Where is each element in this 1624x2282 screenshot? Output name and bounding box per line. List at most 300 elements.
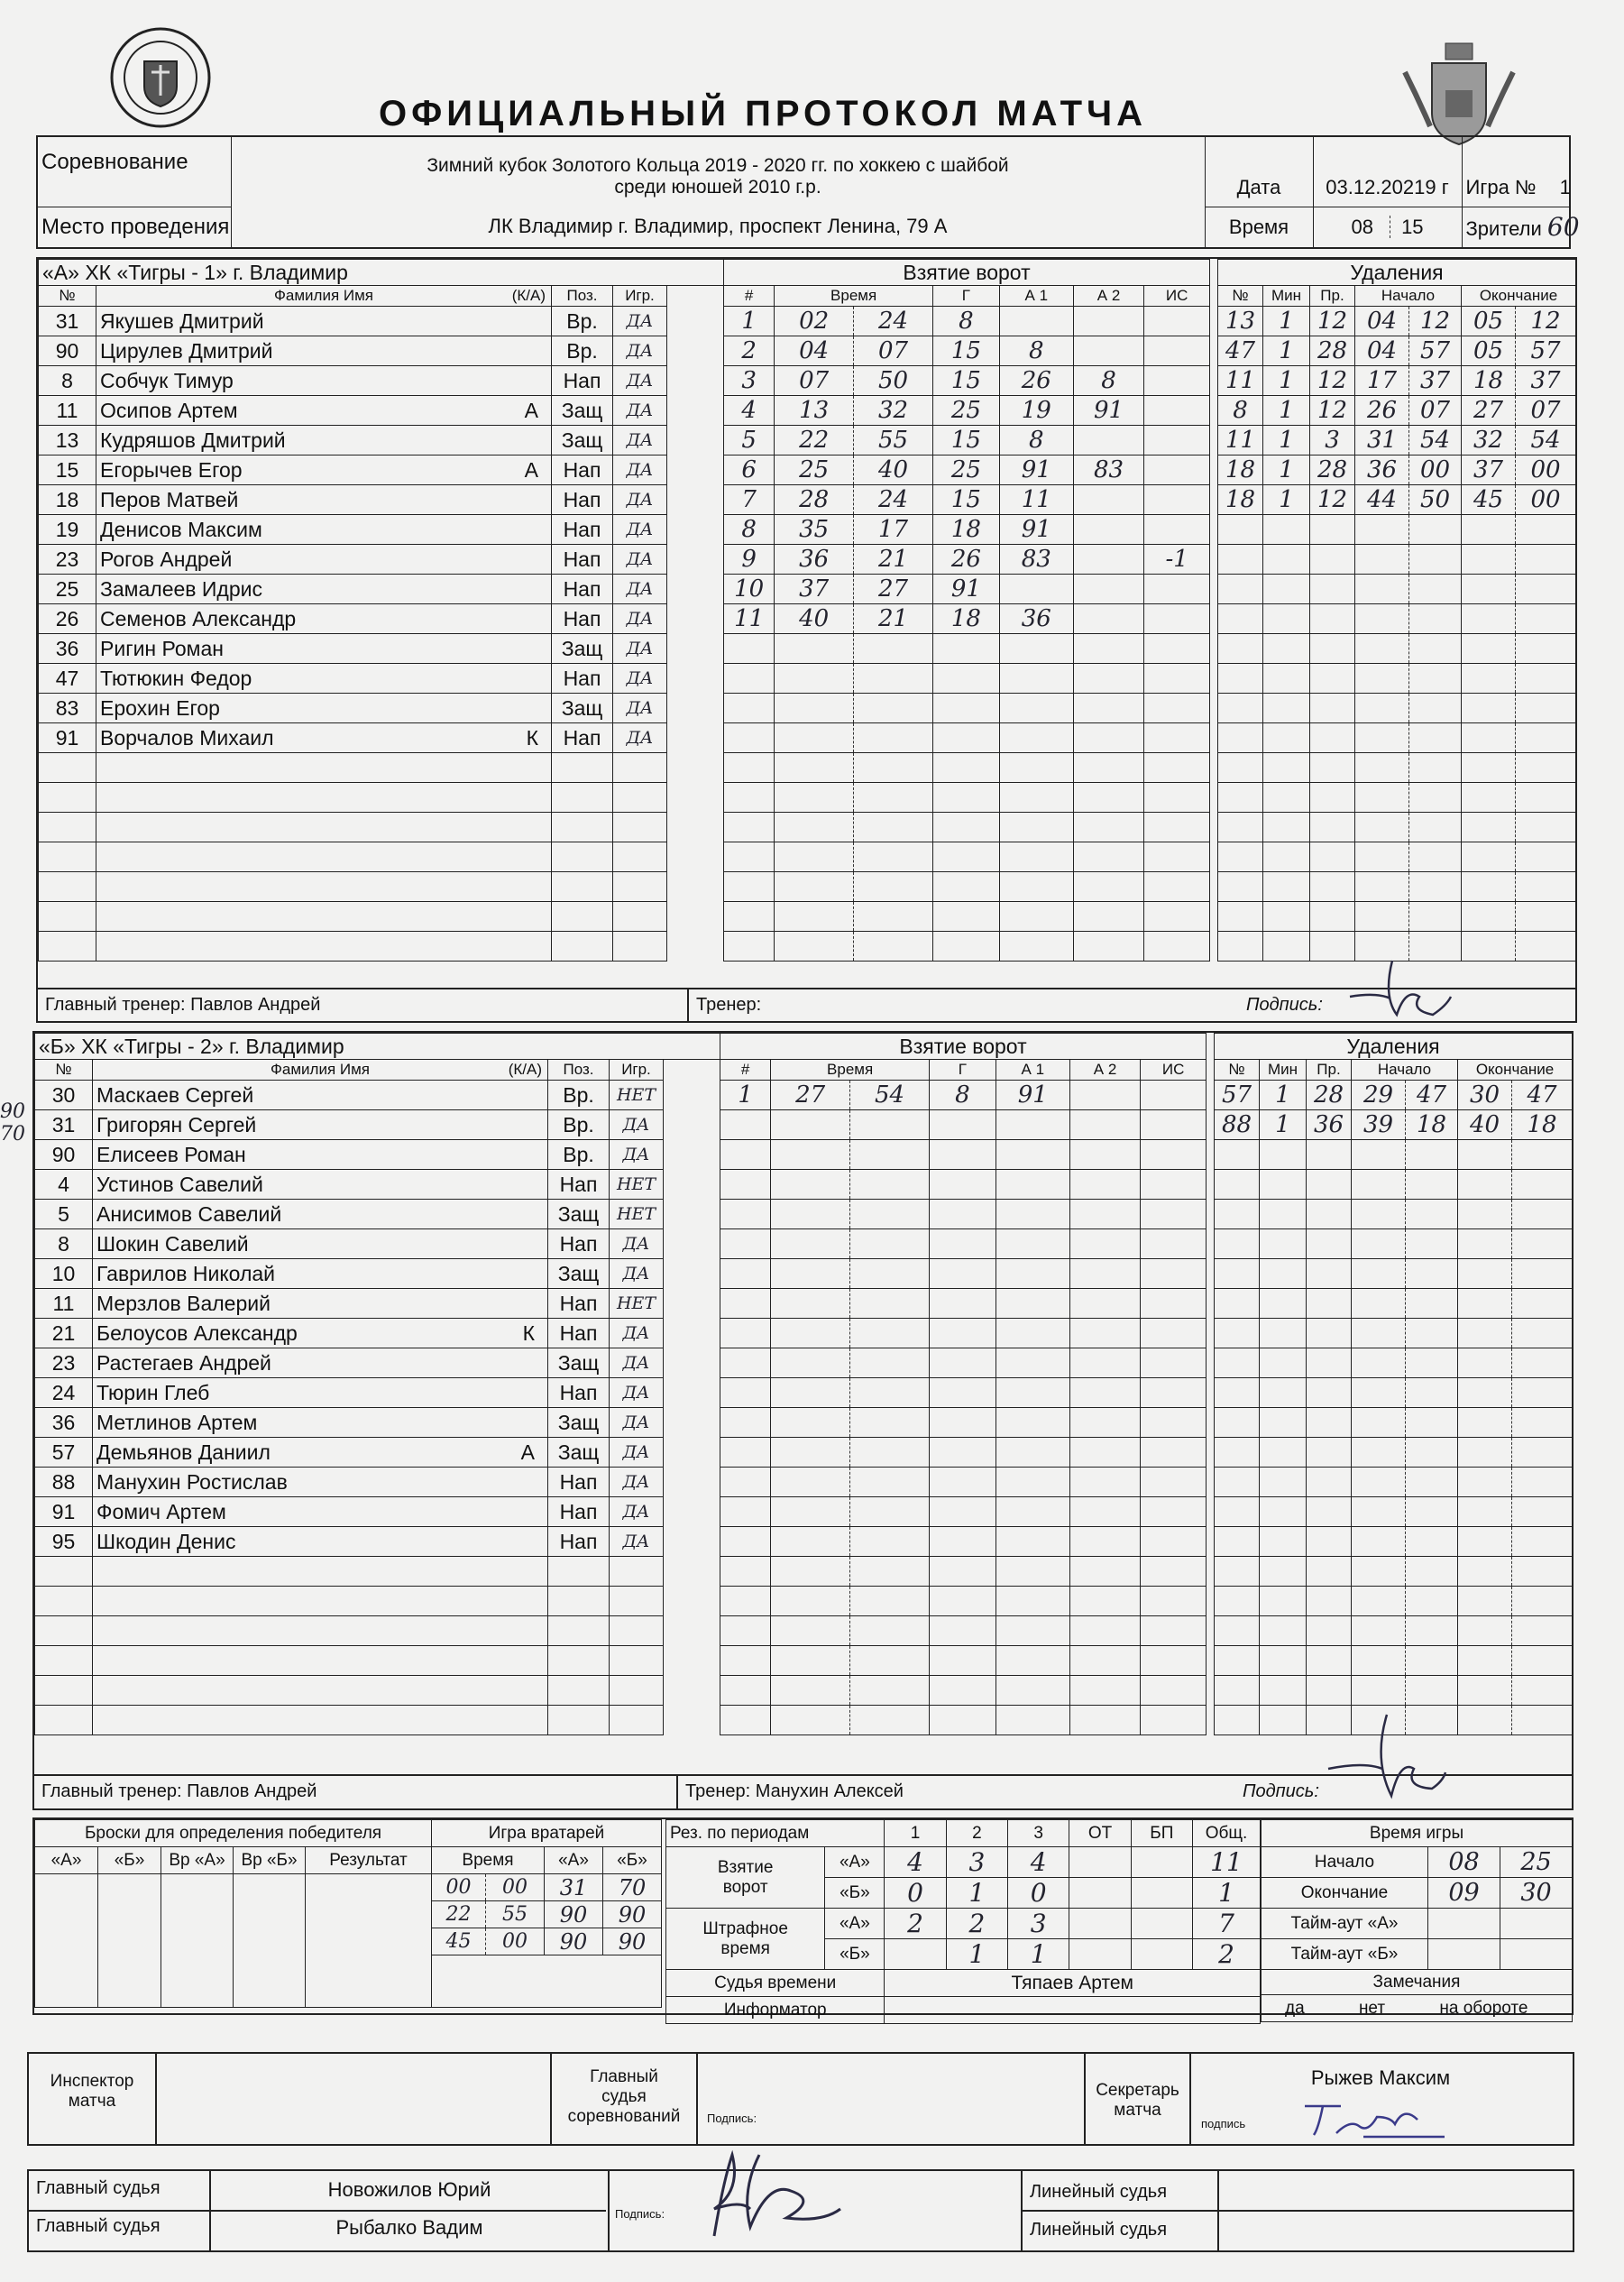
goal-scorer <box>929 1616 996 1646</box>
penalty-start-sec: 37 <box>1409 366 1462 396</box>
player-name: Тютюкин Федор <box>100 666 252 690</box>
player-name: Устинов Савелий <box>96 1172 263 1196</box>
penalty-player <box>1215 1557 1260 1587</box>
goal-row <box>724 932 1210 962</box>
goal-situation <box>1141 1408 1207 1438</box>
player-played: НЕТ <box>610 1289 664 1319</box>
goal-number: 7 <box>724 485 775 515</box>
goal-row <box>724 813 1210 842</box>
goal-row <box>720 1140 1207 1170</box>
penalty-reason <box>1310 604 1355 634</box>
player-name-cell <box>93 1348 548 1378</box>
goals-a-p2: 3 <box>946 1847 1007 1878</box>
secretary-signature-scribble <box>1300 2097 1472 2140</box>
goalie-col-time: Время <box>432 1847 545 1874</box>
player-name-cell <box>96 366 552 396</box>
penalty-start-min: 39 <box>1352 1110 1406 1140</box>
player-number <box>39 932 96 962</box>
goalie-time-sec: 55 <box>486 1901 545 1928</box>
goal-minute: 28 <box>775 485 854 515</box>
penalty-start-sec <box>1406 1557 1458 1587</box>
goal-second: 07 <box>854 336 933 366</box>
pen-b-p2: 1 <box>946 1939 1007 1970</box>
spectators-label: Зрители <box>1465 217 1542 241</box>
secretary-label-2: матча <box>1114 2101 1161 2120</box>
player-name: Демьянов Даниил <box>96 1440 271 1464</box>
penalty-player <box>1218 694 1263 723</box>
competition-line2: среди юношей 2010 г.р. <box>614 177 821 198</box>
player-number: 23 <box>35 1348 93 1378</box>
player-position: Нап <box>552 485 613 515</box>
penalty-start-min <box>1352 1438 1406 1468</box>
goal-assist2 <box>1073 902 1144 932</box>
team-b-margin-notes <box>0 1100 25 1146</box>
player-position: Нап <box>548 1319 610 1348</box>
player-name: Цирулев Дмитрий <box>100 338 273 363</box>
player-position <box>548 1646 610 1676</box>
penalty-end-min: 37 <box>1462 455 1516 485</box>
goals-row-label-1: Взятие <box>717 1857 774 1877</box>
player-number: 31 <box>35 1110 93 1140</box>
penalty-end-min <box>1462 753 1516 783</box>
goal-assist1: 83 <box>999 545 1073 575</box>
penalty-end-min <box>1462 664 1516 694</box>
goal-assist1 <box>996 1587 1069 1616</box>
penalty-end-sec <box>1512 1289 1573 1319</box>
penalty-start-min: 29 <box>1352 1081 1406 1110</box>
goalie-b-number: 90 <box>603 1901 662 1928</box>
player-position: Защ <box>548 1259 610 1289</box>
player-role: А <box>524 457 538 482</box>
goal-situation <box>1141 1081 1207 1110</box>
player-name: Мерзлов Валерий <box>96 1291 271 1315</box>
goal-assist1 <box>996 1676 1069 1706</box>
player-position <box>552 932 613 962</box>
player-played: ДА <box>613 515 667 545</box>
player-row <box>39 723 724 753</box>
goal-minute <box>771 1408 850 1438</box>
goal-row <box>724 604 1210 634</box>
goal-assist2 <box>1073 604 1144 634</box>
goal-second <box>854 902 933 932</box>
goal-row <box>720 1557 1207 1587</box>
goals-b-total: 1 <box>1193 1878 1261 1909</box>
goal-assist1: 91 <box>996 1081 1069 1110</box>
player-number: 13 <box>39 426 96 455</box>
inspector-label <box>29 2072 155 2112</box>
goal-scorer <box>929 1229 996 1259</box>
goal-scorer <box>929 1587 996 1616</box>
player-name: Анисимов Савелий <box>96 1201 282 1226</box>
goal-number: 1 <box>724 307 775 336</box>
penalty-player <box>1215 1616 1260 1646</box>
pen-a-p2: 2 <box>946 1909 1007 1939</box>
penalty-start-min <box>1352 1200 1406 1229</box>
penalty-minutes <box>1260 1259 1307 1289</box>
goal-assist1 <box>996 1557 1069 1587</box>
goal-number <box>724 694 775 723</box>
period-col-ot: ОТ <box>1069 1820 1131 1847</box>
penalty-start-min <box>1355 575 1409 604</box>
goal-scorer <box>932 783 999 813</box>
goal-row <box>724 485 1210 515</box>
goals-a-p1: 4 <box>885 1847 946 1878</box>
penalty-minutes: 1 <box>1263 485 1310 515</box>
goal-row <box>720 1438 1207 1468</box>
player-name: Манухин Ростислав <box>96 1469 288 1494</box>
goal-row <box>720 1408 1207 1438</box>
goal-assist2 <box>1073 426 1144 455</box>
penalty-end-sec <box>1512 1229 1573 1259</box>
penalty-start-min: 36 <box>1355 455 1409 485</box>
penalty-start-min <box>1355 753 1409 783</box>
pen-col-min: Мин <box>1263 286 1310 307</box>
penalty-minutes <box>1260 1438 1307 1468</box>
pen-a-bp <box>1131 1909 1192 1939</box>
pen-col-min: Мин <box>1260 1060 1307 1081</box>
player-row <box>35 1319 720 1348</box>
penalty-reason <box>1307 1229 1352 1259</box>
player-name-cell <box>93 1378 548 1408</box>
col-played: Игр. <box>613 286 667 307</box>
player-position: Нап <box>548 1229 610 1259</box>
penalty-minutes <box>1263 842 1310 872</box>
player-row <box>35 1348 720 1378</box>
goal-situation <box>1144 426 1210 455</box>
penalty-player <box>1218 783 1263 813</box>
goal-row <box>724 515 1210 545</box>
penalty-end-sec <box>1512 1319 1573 1348</box>
period-col-3: 3 <box>1008 1820 1069 1847</box>
penalty-start-min <box>1352 1140 1406 1170</box>
player-position: Нап <box>548 1170 610 1200</box>
player-position: Вр. <box>548 1110 610 1140</box>
goal-second: 17 <box>854 515 933 545</box>
penalty-minutes: 1 <box>1263 366 1310 396</box>
goal-minute <box>771 1110 850 1140</box>
penalty-row <box>1215 1170 1573 1200</box>
secretary-signature-label: подпись <box>1201 2117 1246 2130</box>
player-position <box>548 1706 610 1735</box>
team-a-title: «А» ХК «Тигры - 1» г. Владимир <box>39 260 724 286</box>
pen-col-reason: Пр. <box>1310 286 1355 307</box>
player-row <box>39 902 724 932</box>
goal-minute: 25 <box>775 455 854 485</box>
penalty-reason <box>1307 1497 1352 1527</box>
penalty-reason <box>1310 842 1355 872</box>
player-name: Ворчалов Михаил <box>100 725 274 750</box>
penalty-reason <box>1307 1438 1352 1468</box>
penalty-end-sec: 00 <box>1516 455 1576 485</box>
penalty-end-min: 27 <box>1462 396 1516 426</box>
player-position: Нап <box>548 1497 610 1527</box>
penalty-player <box>1215 1468 1260 1497</box>
player-position: Вр. <box>548 1081 610 1110</box>
penalty-row <box>1215 1527 1573 1557</box>
player-played: ДА <box>610 1527 664 1557</box>
player-position: Защ <box>552 634 613 664</box>
player-row <box>35 1468 720 1497</box>
player-position <box>552 783 613 813</box>
goal-scorer: 15 <box>932 336 999 366</box>
penalty-player <box>1215 1259 1260 1289</box>
player-name-cell <box>96 813 552 842</box>
player-played: ДА <box>610 1348 664 1378</box>
penalty-row <box>1215 1348 1573 1378</box>
penalty-end-sec <box>1512 1706 1573 1735</box>
goal-scorer <box>929 1497 996 1527</box>
pen-col-reason: Пр. <box>1307 1060 1352 1081</box>
player-row <box>39 783 724 813</box>
goals-a-ot <box>1069 1847 1131 1878</box>
penalty-row <box>1215 1259 1573 1289</box>
penalty-reason <box>1310 783 1355 813</box>
penalty-reason: 12 <box>1310 366 1355 396</box>
penalty-row <box>1218 813 1576 842</box>
goal-minute <box>775 723 854 753</box>
player-name-cell <box>93 1527 548 1557</box>
goal-second: 55 <box>854 426 933 455</box>
col-played: Игр. <box>610 1060 664 1081</box>
goal-second: 21 <box>854 604 933 634</box>
player-number <box>35 1587 93 1616</box>
goal-number <box>720 1319 771 1348</box>
goal-situation <box>1141 1229 1207 1259</box>
referees-signature-label: Подпись: <box>615 2207 665 2221</box>
penalty-reason: 36 <box>1307 1110 1352 1140</box>
goal-assist2 <box>1069 1110 1141 1140</box>
goalie-col-b: «Б» <box>603 1847 662 1874</box>
linesman-label-2: Линейный судья <box>1030 2220 1168 2240</box>
player-played: ДА <box>610 1497 664 1527</box>
start-time-value <box>1313 207 1462 248</box>
player-number <box>39 783 96 813</box>
player-name: Рогов Андрей <box>100 547 233 571</box>
penalty-start-min <box>1352 1616 1406 1646</box>
penalty-player: 47 <box>1218 336 1263 366</box>
goal-number <box>724 783 775 813</box>
shootout-title: Броски для определения победителя <box>35 1820 432 1847</box>
venue-label: Место проведения <box>37 207 231 248</box>
goal-assist2 <box>1073 753 1144 783</box>
penalty-start-min: 17 <box>1355 366 1409 396</box>
player-row <box>39 545 724 575</box>
goals-col-situation: ИС <box>1141 1060 1207 1081</box>
penalty-row <box>1215 1229 1573 1259</box>
date-label: Дата <box>1205 136 1313 207</box>
player-position: Нап <box>552 664 613 694</box>
goal-scorer: 25 <box>932 455 999 485</box>
player-row <box>39 872 724 902</box>
penalty-start-min <box>1355 515 1409 545</box>
goal-assist2 <box>1069 1170 1141 1200</box>
goal-minute <box>775 842 854 872</box>
penalty-end-sec <box>1512 1468 1573 1497</box>
player-row <box>39 932 724 962</box>
period-col-1: 1 <box>885 1820 946 1847</box>
goal-row <box>724 902 1210 932</box>
penalty-minutes <box>1260 1170 1307 1200</box>
player-played: ДА <box>610 1468 664 1497</box>
player-played: ДА <box>613 455 667 485</box>
player-position: Защ <box>552 396 613 426</box>
goal-situation <box>1144 485 1210 515</box>
player-number <box>35 1646 93 1676</box>
player-name-cell <box>96 932 552 962</box>
penalty-row <box>1218 366 1576 396</box>
penalty-start-min <box>1355 813 1409 842</box>
penalty-player <box>1215 1200 1260 1229</box>
penalty-row <box>1215 1200 1573 1229</box>
player-position: Вр. <box>552 307 613 336</box>
goal-number <box>724 932 775 962</box>
penalty-row <box>1218 336 1576 366</box>
goals-a-bp <box>1131 1847 1192 1878</box>
time-label: Время <box>1205 207 1313 248</box>
penalty-reason: 3 <box>1310 426 1355 455</box>
chief-judge-label <box>552 2067 696 2127</box>
goal-scorer <box>932 634 999 664</box>
player-row <box>35 1587 720 1616</box>
player-name-cell <box>93 1587 548 1616</box>
penalty-reason <box>1307 1348 1352 1378</box>
goal-second <box>854 813 933 842</box>
player-played: ДА <box>613 664 667 694</box>
player-position: Защ <box>552 426 613 455</box>
goal-scorer <box>929 1468 996 1497</box>
player-played <box>613 813 667 842</box>
player-number <box>35 1557 93 1587</box>
goal-assist1 <box>999 842 1073 872</box>
penalty-end-sec <box>1512 1408 1573 1438</box>
goal-second <box>854 634 933 664</box>
goal-assist1 <box>999 664 1073 694</box>
penalty-end-sec <box>1516 872 1576 902</box>
goal-number <box>720 1438 771 1468</box>
player-name: Елисеев Роман <box>96 1142 246 1166</box>
penalty-minutes: 1 <box>1263 307 1310 336</box>
player-name-cell <box>93 1468 548 1497</box>
spectators-value: 60 <box>1546 212 1580 243</box>
player-position <box>552 842 613 872</box>
goal-row <box>720 1468 1207 1497</box>
penalty-minutes <box>1260 1527 1307 1557</box>
goal-scorer <box>929 1170 996 1200</box>
goal-number <box>724 664 775 694</box>
player-name-cell <box>93 1497 548 1527</box>
goal-scorer <box>929 1527 996 1557</box>
penalty-start-sec <box>1409 753 1462 783</box>
penalty-minutes <box>1260 1468 1307 1497</box>
goal-second <box>850 1438 930 1468</box>
player-number <box>39 842 96 872</box>
shootout-col-result: Результат <box>306 1847 432 1874</box>
penalty-end-min <box>1458 1200 1512 1229</box>
penalty-reason: 28 <box>1310 336 1355 366</box>
player-row <box>35 1557 720 1587</box>
goal-assist1 <box>996 1170 1069 1200</box>
goals-b-p2: 1 <box>946 1878 1007 1909</box>
player-number: 11 <box>35 1289 93 1319</box>
goal-situation <box>1141 1468 1207 1497</box>
penalty-start-sec <box>1406 1527 1458 1557</box>
penalty-start-sec <box>1406 1676 1458 1706</box>
period-col-2: 2 <box>946 1820 1007 1847</box>
match-header-table <box>36 135 1580 249</box>
goal-assist2 <box>1069 1646 1141 1676</box>
goal-situation <box>1141 1706 1207 1735</box>
player-name-cell <box>96 783 552 813</box>
goal-assist2 <box>1069 1587 1141 1616</box>
referee-1-name: Новожилов Юрий <box>327 2178 491 2201</box>
player-position <box>548 1616 610 1646</box>
goal-situation <box>1141 1676 1207 1706</box>
team-a-goals <box>723 259 1210 962</box>
penalty-reason <box>1307 1289 1352 1319</box>
penalty-end-min <box>1458 1706 1512 1735</box>
goal-number <box>720 1527 771 1557</box>
player-name: Егорычев Егор <box>100 457 243 482</box>
penalty-minutes <box>1263 723 1310 753</box>
penalty-end-min: 30 <box>1458 1081 1512 1110</box>
goal-assist1 <box>996 1527 1069 1557</box>
penalty-minutes <box>1260 1289 1307 1319</box>
goal-scorer: 26 <box>932 545 999 575</box>
referees-block <box>27 2169 1574 2252</box>
goal-row <box>724 307 1210 336</box>
penalty-minutes <box>1260 1378 1307 1408</box>
goalie-a-number: 90 <box>545 1901 603 1928</box>
player-name-cell <box>96 396 552 426</box>
penalty-minutes <box>1260 1229 1307 1259</box>
penalty-player <box>1218 664 1263 694</box>
col-pos: Поз. <box>552 286 613 307</box>
timeout-b-label: Тайм-аут «Б» <box>1262 1939 1428 1970</box>
player-name-cell <box>93 1616 548 1646</box>
penalty-start-sec <box>1409 842 1462 872</box>
penalty-start-min <box>1352 1348 1406 1378</box>
penalty-player <box>1215 1378 1260 1408</box>
penalty-reason <box>1310 515 1355 545</box>
player-name-cell <box>96 664 552 694</box>
goal-minute <box>771 1348 850 1378</box>
player-number <box>39 872 96 902</box>
penalty-player: 8 <box>1218 396 1263 426</box>
timekeeper-label: Судья времени <box>666 1970 885 1997</box>
player-name: Перов Матвей <box>100 487 239 511</box>
penalty-end-sec: 18 <box>1512 1110 1573 1140</box>
pen-b-p3: 1 <box>1008 1939 1069 1970</box>
player-row <box>35 1706 720 1735</box>
remarks-yes: да <box>1285 1998 1305 2018</box>
player-name-cell <box>96 455 552 485</box>
player-name-cell <box>93 1557 548 1587</box>
goal-scorer <box>932 813 999 842</box>
penalty-end-sec <box>1512 1527 1573 1557</box>
goal-row <box>720 1527 1207 1557</box>
goal-scorer: 91 <box>932 575 999 604</box>
player-row <box>39 575 724 604</box>
goal-scorer: 15 <box>932 426 999 455</box>
penalty-end-sec <box>1512 1676 1573 1706</box>
goal-number: 1 <box>720 1081 771 1110</box>
player-number: 95 <box>35 1527 93 1557</box>
goal-row <box>720 1259 1207 1289</box>
goal-minute <box>775 634 854 664</box>
goals-b-p3: 0 <box>1008 1878 1069 1909</box>
goalie-b-number: 90 <box>603 1928 662 1955</box>
penalty-start-min <box>1352 1646 1406 1676</box>
